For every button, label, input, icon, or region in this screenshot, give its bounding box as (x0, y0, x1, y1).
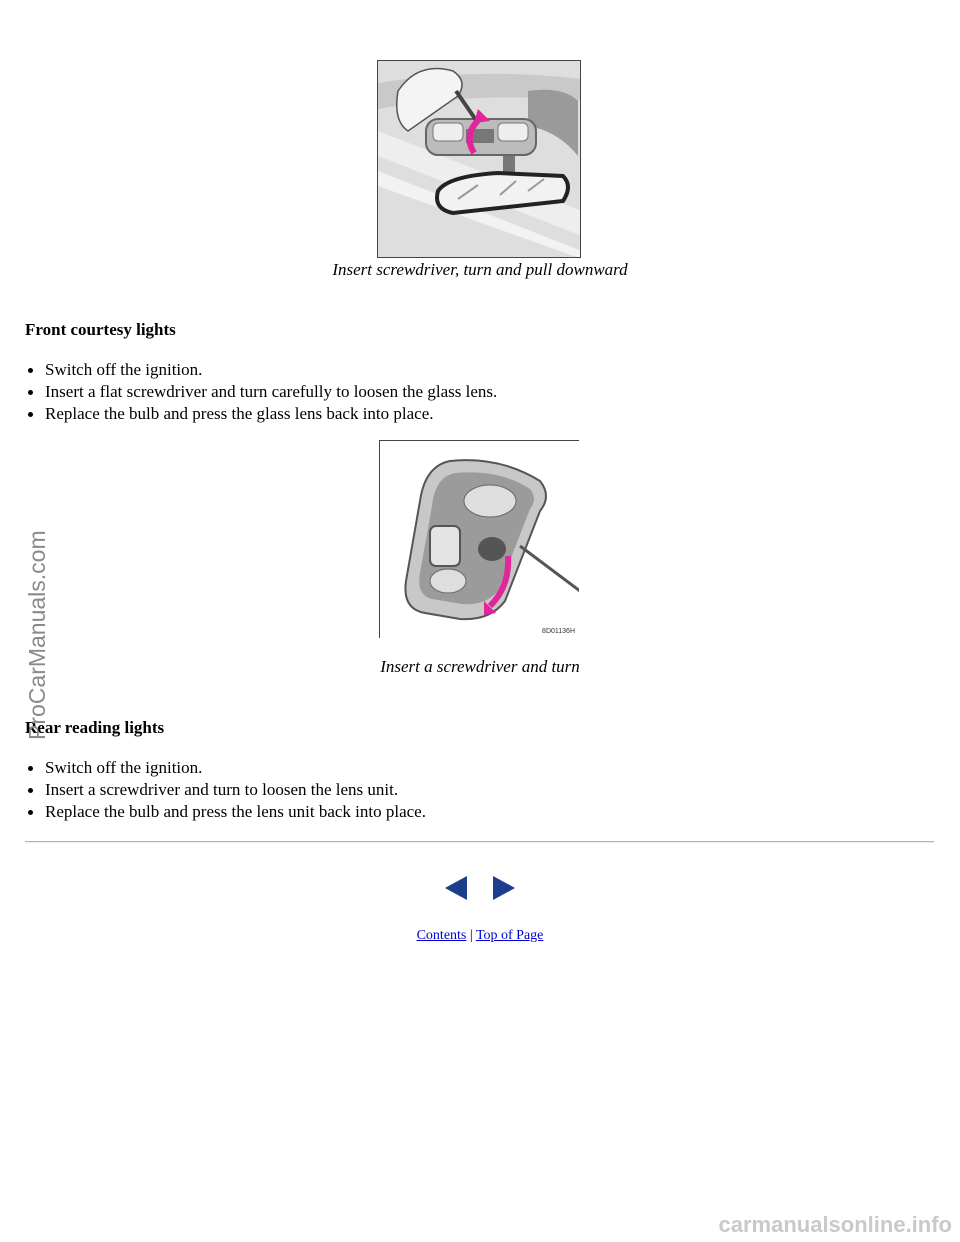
list-item: Replace the bulb and press the glass lens back into place. (25, 403, 497, 425)
list-item: Switch off the ignition. (25, 757, 426, 779)
footer-separator: | (469, 928, 473, 943)
front-courtesy-steps (25, 359, 497, 425)
figure2-caption: Insert a screwdriver and turn (380, 657, 580, 676)
list-item: Replace the bulb and press the lens unit back into place. (25, 801, 426, 823)
footer-links (0, 928, 960, 944)
section-title-front-courtesy: Front courtesy lights (25, 320, 176, 339)
side-watermark: ProCarManuals.com (24, 530, 50, 740)
top-of-page-link[interactable]: Top of Page (475, 928, 544, 943)
triangle-right-icon[interactable] (491, 875, 517, 901)
figure-reading-light (379, 440, 579, 638)
figure-overhead-console (377, 60, 581, 258)
figure1-caption: Insert screwdriver, turn and pull downward (332, 260, 628, 279)
list-item: Insert a flat screwdriver and turn carefully to loosen the glass lens. (25, 381, 497, 403)
list-item: Switch off the ignition. (25, 359, 497, 381)
overhead-console-screwdriver-illustration-icon (378, 61, 581, 258)
figure2-image-code: 8D01136H (542, 628, 575, 635)
triangle-left-icon[interactable] (443, 875, 469, 901)
list-item: Insert a screwdriver and turn to loosen the lens unit. (25, 779, 426, 801)
page-navigation (443, 875, 517, 901)
contents-link[interactable]: Contents (416, 928, 467, 943)
section-title-rear-reading: Rear reading lights (25, 718, 165, 737)
bottom-watermark: carmanualsonline.info (718, 1212, 952, 1237)
horizontal-divider (25, 841, 934, 843)
rear-reading-steps (25, 757, 426, 823)
reading-light-unit-illustration-icon (380, 441, 579, 638)
